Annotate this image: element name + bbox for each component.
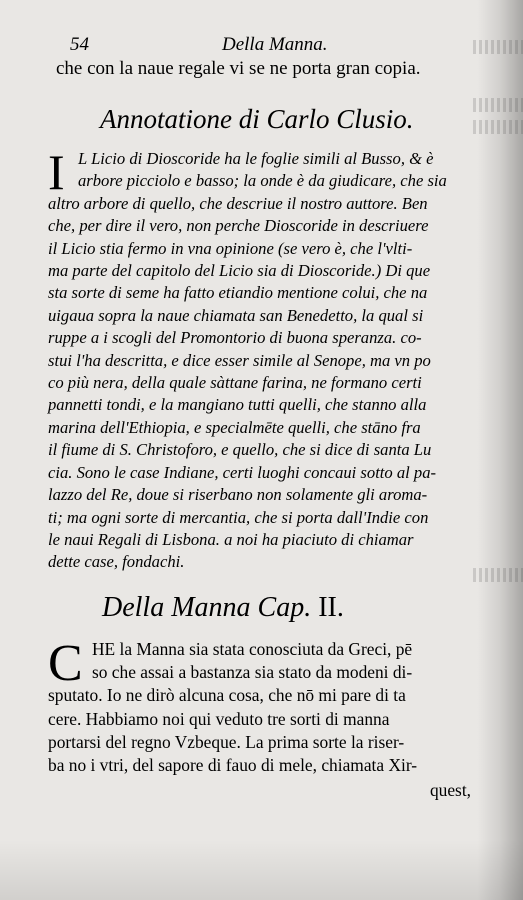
chapter-drop-cap: C <box>48 635 83 692</box>
text-line: ruppe a i scogli del Promontorio di buona speranza. co- <box>48 328 422 348</box>
text-line: sta sorte di seme ha fatto etiandio mentione colui, che na <box>48 283 428 303</box>
bleed-through-mark <box>473 568 523 582</box>
text-line: ti; ma ogni sorte di mercantia, che si porta dall'Indie con <box>48 507 429 527</box>
running-title: Della Manna. <box>222 34 328 55</box>
text-line: pannetti tondi, e la mangiano tutti quelli, che stanno alla <box>48 395 427 415</box>
text-line: lazzo del Re, doue si riserbano non solamente gli aroma- <box>48 485 428 505</box>
bleed-through-mark <box>473 120 523 134</box>
text-line: il Licio stia fermo in vna opinione (se vero è, che l'vlti- <box>48 238 413 258</box>
text-line: marina dell'Ethiopia, e specialmēte quelli, che stāno fra <box>48 417 421 437</box>
text-line: arbore picciolo e basso; la onde è da giudicare, che sia <box>78 171 447 191</box>
text-line: stui l'ha descritta, e dice esser simile al Senope, ma vn po <box>48 350 431 370</box>
text-line: che, per dire il vero, non perche Dioscoride in descriuere <box>48 216 429 236</box>
bleed-through-mark <box>473 98 523 112</box>
annotation-drop-cap: I <box>48 144 65 200</box>
text-line: il fiume di S. Christoforo, e quello, che si dice di santa Lu <box>48 440 432 460</box>
text-line: dette case, fondachi. <box>48 552 185 572</box>
annotation-title: Annotatione di Carlo Clusio. <box>100 104 414 134</box>
text-line: altro arbore di quello, che descriue il nostro auttore. Ben <box>48 193 428 213</box>
text-line: HE la Manna sia stata conosciuta da Greci, pē <box>92 639 413 659</box>
text-line: ba no i vtri, del sapore di fauo di mele, chiamata Xir- <box>48 755 418 776</box>
running-header <box>70 34 466 58</box>
text-line: portarsi del regno Vzbeque. La prima sorte la riser- <box>48 731 405 752</box>
text-line: ma parte del capitolo del Licio sia di Dioscoride.) Di que <box>48 261 431 281</box>
chapter-title-text: Della Manna Cap. <box>102 592 312 623</box>
chapter-title <box>102 592 344 624</box>
text-line: so che assai a bastanza sia stato da modeni di- <box>92 662 413 683</box>
text-line: uigaua sopra la naue chiamata san Benedetto, la qual si <box>48 305 424 325</box>
text-line: cere. Habbiamo noi qui veduto tre sorti di manna <box>48 708 390 729</box>
chapter-number: II. <box>318 592 344 623</box>
page-bottom-shadow <box>0 840 523 900</box>
text-line: cia. Sono le case Indiane, certi luoghi concaui sotto al pa- <box>48 462 437 482</box>
text-line: sputato. Io ne dirò alcuna cosa, che nō mi pare di ta <box>48 685 406 706</box>
text-line: co più nera, della quale sàttane farina, ne formano certi <box>48 373 422 393</box>
annotation-body <box>48 144 478 574</box>
carry-over-line: che con la naue regale vi se ne porta gran copia. <box>56 58 421 79</box>
page-number: 54 <box>70 34 89 55</box>
text-line: le naui Regali di Lisbona. a noi ha piaciuto di chiamar <box>48 529 414 549</box>
page-gutter-shadow <box>477 0 523 900</box>
text-line: L Licio di Dioscoride ha le foglie simili al Busso, & è <box>78 149 434 168</box>
chapter-body <box>48 635 478 777</box>
bleed-through-mark <box>473 40 523 54</box>
catchword: quest, <box>429 780 471 800</box>
